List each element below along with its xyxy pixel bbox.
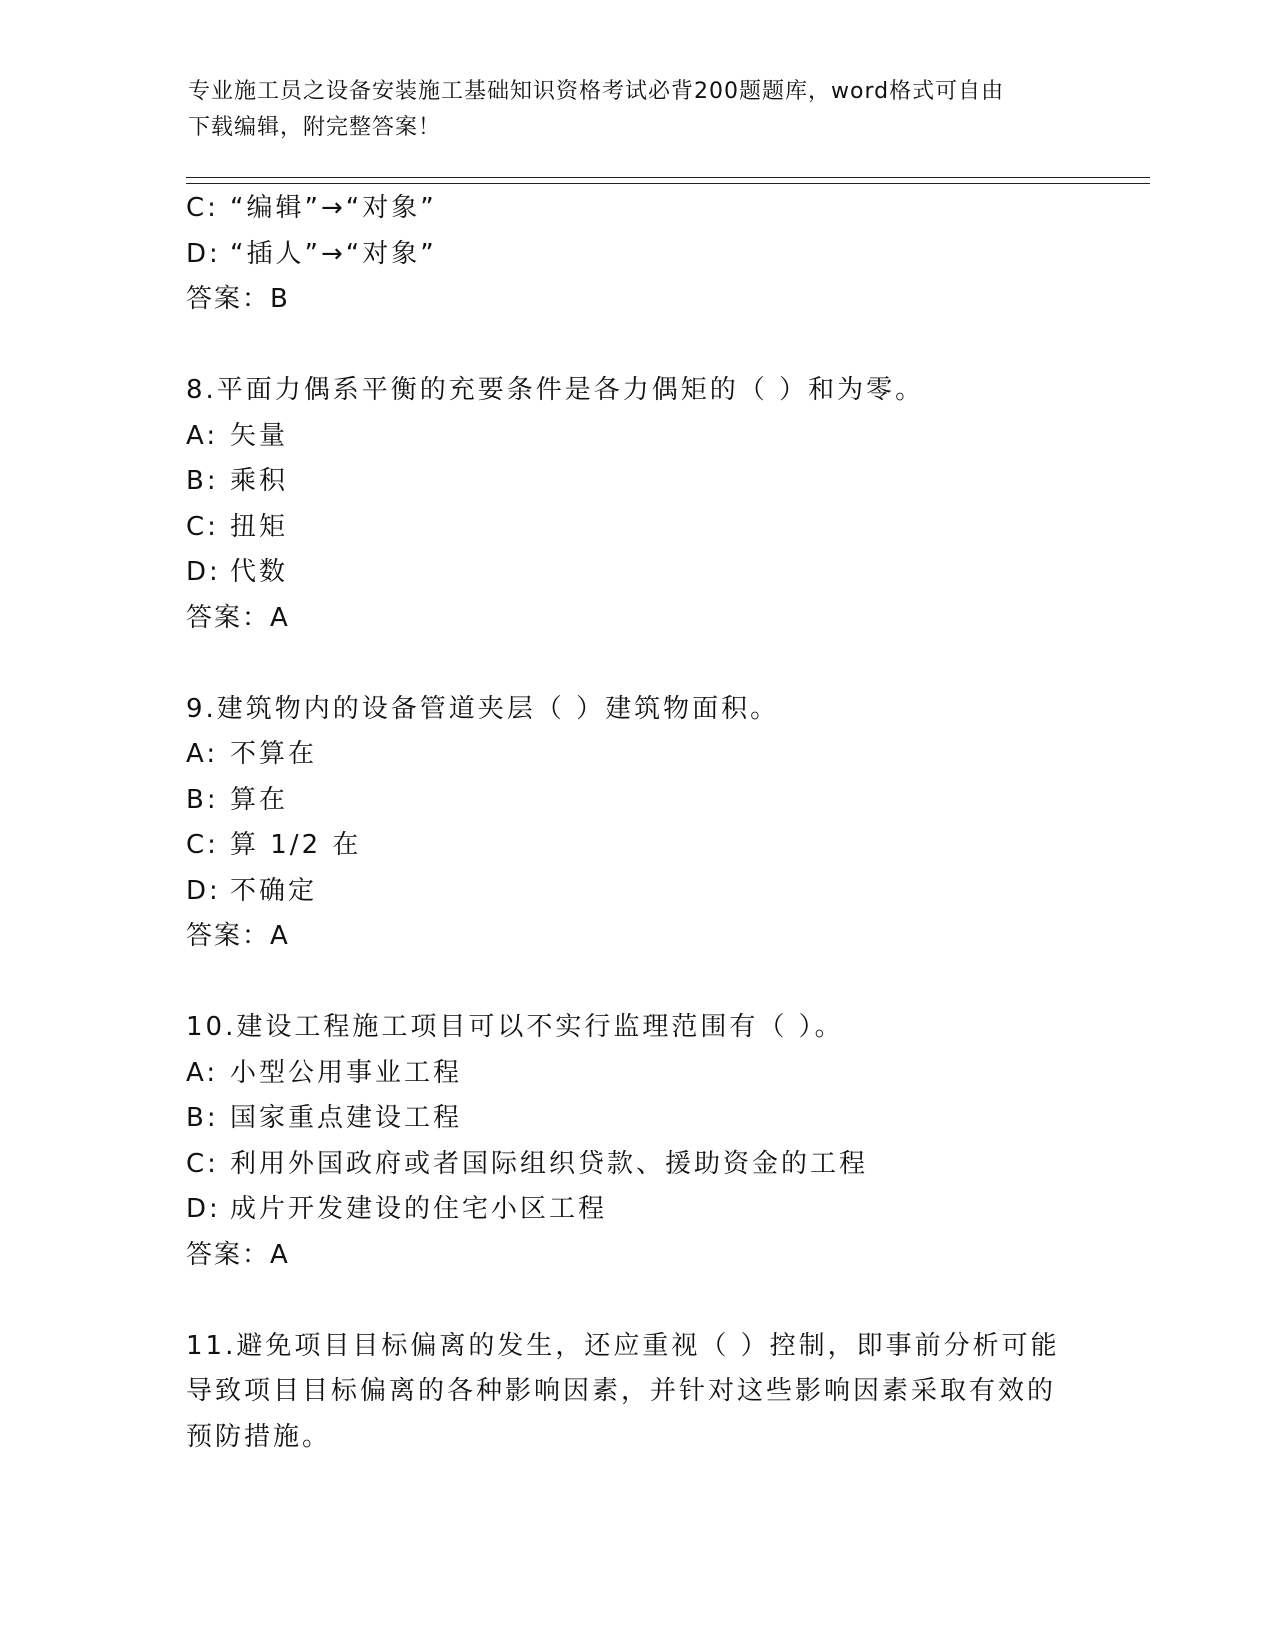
spacer [186,960,1126,1006]
option-text: 矢量 [230,420,289,451]
spacer [186,1278,1126,1324]
option-line [186,823,1126,869]
option-letter: C: [186,193,219,223]
option-text: 不算在 [230,739,318,769]
option-line [186,869,1126,915]
option-letter: B: [186,1103,219,1133]
answer-line: 答案：A [186,921,290,951]
option-text: 小型公用事业工程 [230,1057,463,1088]
option-letter: C: [186,511,219,542]
spacer [186,641,1126,687]
option-line [186,550,1126,596]
option-text: 成片开发建设的住宅小区工程 [230,1194,608,1224]
option-line [186,1187,1126,1233]
header-line-2: 下载编辑，附完整答案！ [188,115,442,140]
option-line [186,732,1126,778]
spacer [186,323,1126,369]
option-text: 不确定 [230,875,318,906]
option-line [186,778,1126,824]
option-text: “插人”→“对象” [230,238,437,269]
option-text: 乘积 [230,466,289,496]
header-divider [186,177,1150,184]
document-header [188,74,1068,146]
option-letter: C: [186,830,219,860]
option-letter: A: [186,420,219,451]
option-text: 算在 [230,784,289,815]
option-line [186,459,1126,505]
answer-line: 答案：B [186,284,290,314]
option-line [186,232,1126,278]
answer-line: 答案：A [186,602,290,633]
question-stem-line-2: 导致项目目标偏离的各种影响因素，并针对这些影响因素采取有效的 [186,1376,1057,1406]
option-letter: D: [186,238,221,269]
option-text: 算 1/2 在 [230,830,362,860]
question-stem-line-1: 11.避免项目目标偏离的发生，还应重视（ ）控制，即事前分析可能 [186,1330,1060,1361]
question-stem-line-3: 预防措施。 [186,1421,332,1452]
option-text: 利用外国政府或者国际组织贷款、援助资金的工程 [230,1148,869,1179]
option-letter: B: [186,466,219,496]
option-letter: B: [186,784,219,815]
option-text: 国家重点建设工程 [230,1103,463,1133]
question-stem: 9.建筑物内的设备管道夹层（ ）建筑物面积。 [186,693,780,724]
option-letter: D: [186,1194,221,1224]
option-letter: D: [186,875,221,906]
question-stem: 10.建设工程施工项目可以不实行监理范围有（ ）。 [186,1012,844,1042]
option-line [186,1051,1126,1097]
option-letter: C: [186,1148,219,1179]
option-line [186,186,1126,232]
option-line [186,414,1126,460]
option-letter: A: [186,739,219,769]
question-stem: 8.平面力偶系平衡的充要条件是各力偶矩的（ ）和为零。 [186,375,925,405]
option-text: 代数 [230,557,289,587]
option-text: 扭矩 [230,511,289,542]
option-letter: D: [186,557,221,587]
option-letter: A: [186,1057,219,1088]
option-line [186,1142,1126,1188]
option-line [186,1096,1126,1142]
option-text: “编辑”→“对象” [230,193,437,223]
answer-line: 答案：A [186,1239,290,1270]
option-line [186,505,1126,551]
header-line-1: 专业施工员之设备安装施工基础知识资格考试必背200题题库，word格式可自由 [188,79,1005,104]
document-body [186,186,1126,1460]
